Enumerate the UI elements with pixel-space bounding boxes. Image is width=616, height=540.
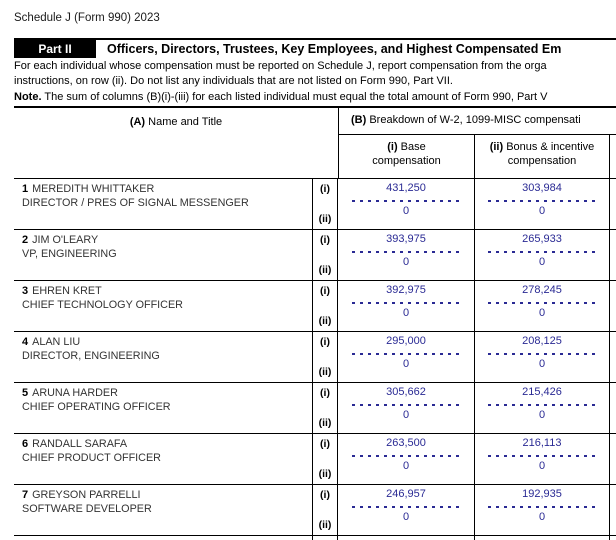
instructions-line-1: For each individual whose compensation must be reported on Schedule J, report compensation from the orga [14, 60, 547, 72]
row-label-ii: (ii) [318, 315, 332, 327]
table-row [14, 179, 616, 230]
row-label-ii: (ii) [318, 264, 332, 276]
base-compensation-cell [338, 179, 475, 229]
bonus-compensation-cell [475, 179, 610, 229]
name-title-cell [14, 434, 313, 484]
name-title-cell [14, 332, 313, 382]
row-i-ii-label-cell [313, 332, 338, 382]
name-title-cell [14, 179, 313, 229]
dashed-separator [352, 455, 461, 457]
row-label-i: (i) [320, 183, 330, 195]
row-number: 7 [22, 489, 29, 501]
person-name: MEREDITH WHITTAKER [32, 183, 155, 195]
base-compensation-ii-value: 0 [402, 409, 410, 421]
row-label-ii: (ii) [318, 417, 332, 429]
person-name: GREYSON PARRELLI [32, 489, 141, 501]
row-number: 6 [22, 438, 29, 450]
person-title: CHIEF OPERATING OFFICER [22, 401, 171, 413]
table-row [14, 332, 616, 383]
col-b-prefix: (B) [351, 114, 367, 126]
person-title: VP, ENGINEERING [22, 248, 117, 260]
instructions-note-line [14, 90, 616, 105]
table-row [14, 281, 616, 332]
part-label-badge: Part II [14, 40, 96, 58]
row-i-ii-label-cell [313, 179, 338, 229]
sub-ii-line2: compensation [507, 155, 577, 167]
bonus-compensation-ii-value: 0 [538, 511, 546, 523]
bonus-compensation-cell [475, 230, 610, 280]
bonus-compensation-i-value: 216,113 [522, 437, 562, 449]
person-title: CHIEF PRODUCT OFFICER [22, 452, 161, 464]
base-compensation-ii-value: 0 [402, 307, 410, 319]
dashed-separator [352, 200, 461, 202]
column-header-bonus-compensation [475, 135, 610, 178]
row-number: 1 [22, 183, 29, 195]
dashed-separator [352, 404, 461, 406]
dashed-separator [352, 353, 461, 355]
bonus-compensation-i-value: 192,935 [522, 488, 562, 500]
base-compensation-i-value: 392,975 [386, 284, 426, 296]
base-compensation-cell [338, 230, 475, 280]
bonus-compensation-ii-value: 0 [538, 460, 546, 472]
person-name: RANDALL SARAFA [32, 438, 128, 450]
dashed-separator [488, 455, 595, 457]
bonus-compensation-i-value: 303,984 [522, 182, 562, 194]
person-title: DIRECTOR, ENGINEERING [22, 350, 160, 362]
sub-ii-line1: Bonus & incentive [503, 141, 595, 153]
bonus-compensation-i-value: 278,245 [522, 284, 562, 296]
base-compensation-i-value: 431,250 [386, 182, 426, 194]
bonus-compensation-i-value: 215,426 [522, 386, 562, 398]
bonus-compensation-cell [475, 485, 610, 535]
row-label-ii: (ii) [318, 468, 332, 480]
bonus-compensation-cell [475, 281, 610, 331]
base-compensation-i-value: 393,975 [386, 233, 426, 245]
table-row [14, 485, 616, 536]
base-compensation-ii-value: 0 [402, 358, 410, 370]
base-compensation-cell [338, 383, 475, 433]
row-label-ii: (ii) [318, 213, 332, 225]
part-title: Officers, Directors, Trustees, Key Employees, and Highest Compensated Em [107, 42, 562, 56]
table-body [14, 179, 616, 536]
base-compensation-ii-value: 0 [402, 460, 410, 472]
row-label-i: (i) [320, 336, 330, 348]
base-compensation-i-value: 263,500 [386, 437, 426, 449]
schedule-title: Schedule J (Form 990) 2023 [14, 12, 160, 24]
row-i-ii-label-cell [313, 281, 338, 331]
name-title-cell [14, 230, 313, 280]
row-label-ii: (ii) [318, 519, 332, 531]
bonus-compensation-ii-value: 0 [538, 205, 546, 217]
bonus-compensation-ii-value: 0 [538, 409, 546, 421]
person-title: DIRECTOR / PRES OF SIGNAL MESSENGER [22, 197, 249, 209]
sub-i-line2: compensation [372, 155, 441, 167]
base-compensation-i-value: 295,000 [386, 335, 426, 347]
dashed-separator [488, 251, 595, 253]
dashed-separator [352, 302, 461, 304]
row-i-ii-label-cell [313, 485, 338, 535]
table-row [14, 383, 616, 434]
base-compensation-i-value: 246,957 [386, 488, 426, 500]
row-number: 4 [22, 336, 29, 348]
part-header-bar [14, 38, 616, 58]
person-name: ARUNA HARDER [32, 387, 118, 399]
name-title-cell [14, 485, 313, 535]
column-header-breakdown [339, 108, 616, 135]
bonus-compensation-cell [475, 434, 610, 484]
bonus-compensation-cell [475, 332, 610, 382]
instructions-text [14, 59, 616, 105]
column-header-name-title [14, 108, 339, 178]
bonus-compensation-i-value: 265,933 [522, 233, 562, 245]
base-compensation-cell [338, 434, 475, 484]
person-name: ALAN LIU [32, 336, 81, 348]
row-label-i: (i) [320, 489, 330, 501]
person-title: SOFTWARE DEVELOPER [22, 503, 152, 515]
col-a-label: Name and Title [145, 116, 223, 128]
base-compensation-cell [338, 485, 475, 535]
bonus-compensation-ii-value: 0 [538, 358, 546, 370]
base-compensation-ii-value: 0 [402, 511, 410, 523]
base-compensation-cell [338, 281, 475, 331]
row-i-ii-label-cell [313, 434, 338, 484]
sub-ii-prefix: (ii) [489, 141, 504, 153]
col-b-label: Breakdown of W-2, 1099-MISC compensati [366, 114, 581, 126]
base-compensation-ii-value: 0 [402, 256, 410, 268]
table-header [14, 108, 616, 179]
row-i-ii-label-cell [313, 230, 338, 280]
partial-next-row [14, 536, 616, 540]
base-compensation-cell [338, 332, 475, 382]
row-number: 2 [22, 234, 29, 246]
person-name: JIM O'LEARY [32, 234, 99, 246]
row-label-ii: (ii) [318, 366, 332, 378]
dashed-separator [488, 200, 595, 202]
note-text: The sum of columns (B)(i)-(iii) for each listed individual must equal the total amount of Form 990, Part V [41, 90, 548, 103]
sub-i-prefix: (i) [387, 141, 398, 153]
row-label-i: (i) [320, 387, 330, 399]
dashed-separator [352, 251, 461, 253]
dashed-separator [488, 302, 595, 304]
row-i-ii-label-cell [313, 383, 338, 433]
base-compensation-ii-value: 0 [402, 205, 410, 217]
instructions-line-2: instructions, on row (ii). Do not list any individuals that are not listed on Form 990, Part VII. [14, 75, 453, 88]
row-number: 3 [22, 285, 29, 297]
name-title-cell [14, 281, 313, 331]
table-row [14, 230, 616, 281]
row-label-i: (i) [320, 285, 330, 297]
compensation-table [14, 106, 616, 540]
table-row [14, 434, 616, 485]
sub-i-line1: Base [397, 141, 426, 153]
dashed-separator [488, 353, 595, 355]
name-title-cell [14, 383, 313, 433]
row-number: 5 [22, 387, 29, 399]
bonus-compensation-cell [475, 383, 610, 433]
person-name: EHREN KRET [32, 285, 102, 297]
col-a-prefix: (A) [129, 116, 146, 128]
note-label: Note. [14, 90, 42, 103]
row-label-i: (i) [320, 438, 330, 450]
dashed-separator [488, 506, 595, 508]
dashed-separator [352, 506, 461, 508]
person-title: CHIEF TECHNOLOGY OFFICER [22, 299, 183, 311]
base-compensation-i-value: 305,662 [386, 386, 426, 398]
bonus-compensation-ii-value: 0 [538, 307, 546, 319]
column-header-base-compensation [339, 135, 475, 178]
dashed-separator [488, 404, 595, 406]
bonus-compensation-ii-value: 0 [538, 256, 546, 268]
bonus-compensation-i-value: 208,125 [522, 335, 562, 347]
row-label-i: (i) [320, 234, 330, 246]
